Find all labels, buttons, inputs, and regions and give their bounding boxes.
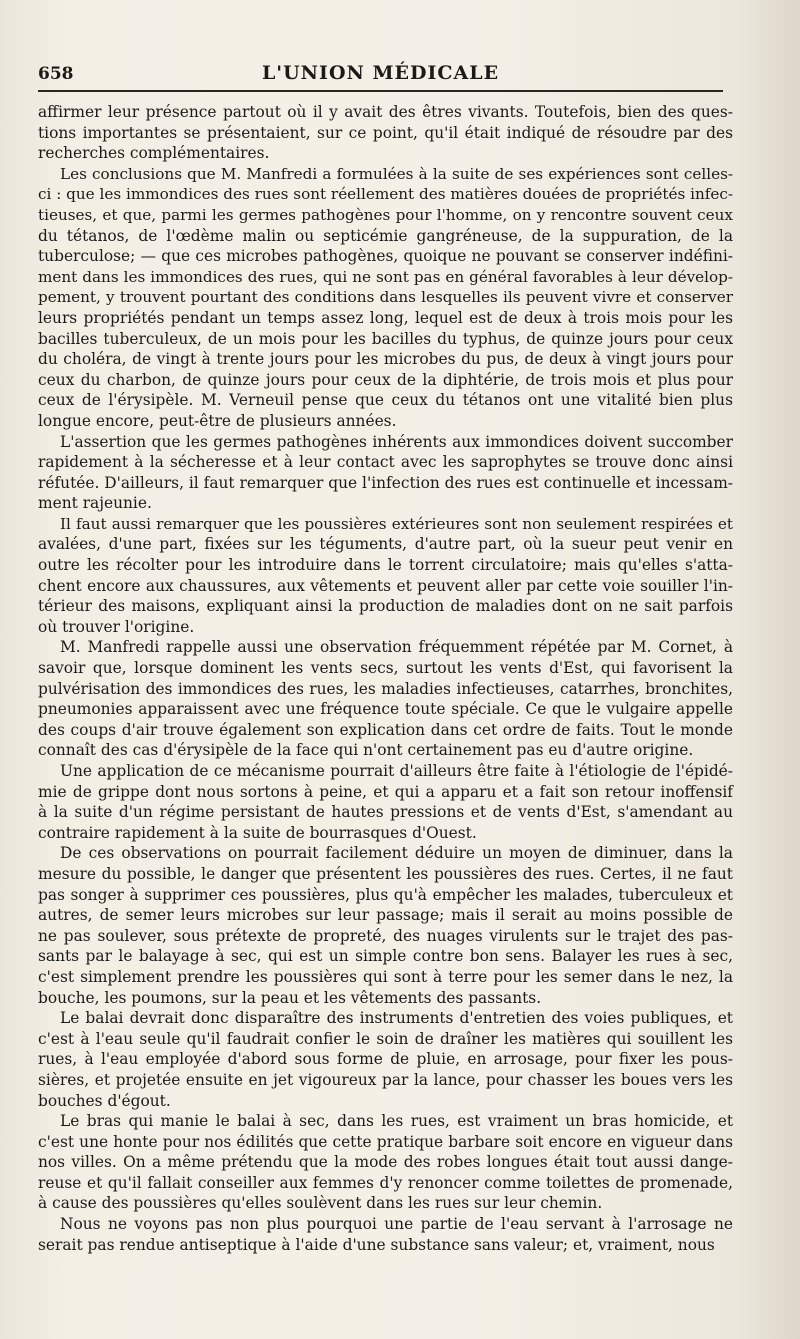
text-line: sants par le balayage à sec, qui est un simple contre bon sens. Balayer les rues à sec, <box>38 947 733 966</box>
paragraph <box>38 102 733 164</box>
text-line: bouches d'égout. <box>38 1091 171 1110</box>
text-line: rapidement à la sécheresse et à leur contact avec les saprophytes se trouve donc ainsi <box>38 453 733 472</box>
page-number: 658 <box>38 64 74 84</box>
text-line: c'est une honte pour nos édilités que cette pratique barbare soit encore en vigueur dans <box>38 1132 733 1151</box>
text-line: longue encore, peut-être de plusieurs années. <box>38 411 397 430</box>
text-line: nos villes. On a même prétendu que la mode des robes longues était tout aussi dange- <box>38 1153 733 1172</box>
text-line: pas songer à supprimer ces poussières, plus qu'à empêcher les malades, tuberculeux et <box>38 885 733 904</box>
text-line: Le balai devrait donc disparaître des instruments d'entretien des voies publiques, et <box>60 1009 733 1028</box>
body-text <box>38 102 733 1255</box>
text-line: outre les récolter pour les introduire dans le torrent circulatoire; mais qu'elles s'atta- <box>38 556 733 575</box>
text-line: où trouver l'origine. <box>38 617 195 636</box>
text-line: térieur des maisons, expliquant ainsi la production de maladies dont on ne sait parfois <box>38 597 733 616</box>
text-line: du choléra, de vingt à trente jours pour les microbes du pus, de deux à vingt jours pour <box>38 350 733 369</box>
text-line: mesure du possible, le danger que présentent les poussières des rues. Certes, il ne faut <box>38 864 733 883</box>
text-line: tions importantes se présentaient, sur ce point, qu'il était indiqué de résoudre par des <box>38 123 733 142</box>
text-line: savoir que, lorsque dominent les vents secs, surtout les vents d'Est, qui favorisent la <box>38 659 733 678</box>
text-line: tieuses, et que, parmi les germes pathogènes pour l'homme, on y rencontre souvent ceux <box>38 205 733 224</box>
paragraph <box>38 843 733 1008</box>
paragraph <box>38 761 733 843</box>
text-line: chent encore aux chaussures, aux vêtements et peuvent aller par cette voie souiller l'in- <box>38 576 733 595</box>
text-line: reuse et qu'il fallait conseiller aux femmes d'y renoncer comme toilettes de promenade, <box>38 1173 733 1192</box>
text-line: ci : que les immondices des rues sont réellement des matières douées de propriétés infec- <box>38 185 733 204</box>
text-line: pulvérisation des immondices des rues, les maladies infectieuses, catarrhes, bronchites, <box>38 679 733 698</box>
text-line: pement, y trouvent pourtant des conditions dans lesquelles ils peuvent vivre et conserver <box>38 288 733 307</box>
text-line: c'est simplement prendre les poussières qui sont à terre pour les semer dans le nez, la <box>38 967 733 986</box>
text-line: Les conclusions que M. Manfredi a formulées à la suite de ses expériences sont celles- <box>60 164 733 183</box>
paragraph <box>38 1214 733 1255</box>
text-line: des coups d'air trouve également son explication dans cet ordre de faits. Tout le monde <box>38 720 733 739</box>
paragraph <box>38 514 733 638</box>
text-line: ceux de l'érysipèle. M. Verneuil pense que ceux du tétanos ont une vitalité bien plus <box>38 391 733 410</box>
text-line: Nous ne voyons pas non plus pourquoi une partie de l'eau servant à l'arrosage ne <box>60 1215 733 1234</box>
text-line: à cause des poussières qu'elles soulèvent dans les rues sur leur chemin. <box>38 1194 603 1213</box>
text-line: à la suite d'un régime persistant de hautes pressions et de vents d'Est, s'amendant au <box>38 803 733 822</box>
text-line: pneumonies apparaissent avec une fréquence toute spéciale. Ce que le vulgaire appelle <box>38 700 733 719</box>
text-line: du tétanos, de l'œdème malin ou septicémie gangréneuse, de la suppuration, de la <box>38 226 733 245</box>
paragraph <box>38 164 733 432</box>
text-line: réfutée. D'ailleurs, il faut remarquer que l'infection des rues est continuelle et incessam- <box>38 473 733 492</box>
paragraph <box>38 637 733 761</box>
text-line: Le bras qui manie le balai à sec, dans les rues, est vraiment un bras homicide, et <box>60 1112 733 1131</box>
text-line: tuberculose; — que ces microbes pathogènes, quoique ne pouvant se conserver indéfini- <box>38 247 733 266</box>
paragraph <box>38 432 733 514</box>
text-line: autres, de semer leurs microbes sur leur passage; mais il serait au moins possible de <box>38 906 733 925</box>
text-line: Il faut aussi remarquer que les poussières extérieures sont non seulement respirées et <box>60 514 733 533</box>
header-rule <box>38 90 723 92</box>
text-line: sières, et projetée ensuite en jet vigoureux par la lance, pour chasser les boues vers les <box>38 1070 733 1089</box>
text-line: c'est à l'eau seule qu'il faudrait confier le soin de draîner les matières qui souillent les <box>38 1029 733 1048</box>
running-title: L'UNION MÉDICALE <box>261 62 500 84</box>
text-line: M. Manfredi rappelle aussi une observation fréquemment répétée par M. Cornet, à <box>60 638 733 657</box>
text-line: ment rajeunie. <box>38 494 152 513</box>
page-header <box>38 62 723 88</box>
paragraph <box>38 1111 733 1214</box>
text-line: affirmer leur présence partout où il y avait des êtres vivants. Toutefois, bien des ques- <box>38 103 733 121</box>
text-line: bouche, les poumons, sur la peau et les vêtements des passants. <box>38 988 542 1007</box>
text-line: ne pas soulever, sous prétexte de propreté, des nuages virulents sur le trajet des pas- <box>38 926 733 945</box>
text-line: Une application de ce mécanisme pourrait d'ailleurs être faite à l'étiologie de l'épidé- <box>60 762 733 780</box>
text-line: leurs propriétés pendant un temps assez long, lequel est de deux à trois mois pour les <box>38 308 733 327</box>
text-line: contraire rapidement à la suite de bourrasques d'Ouest. <box>38 823 477 842</box>
text-line: bacilles tuberculeux, de un mois pour les bacilles du typhus, de quinze jours pour ceux <box>38 329 733 348</box>
paragraph <box>38 1008 733 1111</box>
text-line: serait pas rendue antiseptique à l'aide d'une substance sans valeur; et, vraiment, nous <box>38 1235 715 1254</box>
text-line: mie de grippe dont nous sortons à peine, et qui a apparu et a fait son retour inoffensif <box>38 782 733 801</box>
text-line: ment dans les immondices des rues, qui ne sont pas en général favorables à leur dévelop- <box>38 267 733 286</box>
text-line: avalées, d'une part, fixées sur les téguments, d'autre part, où la sueur peut venir en <box>38 535 733 554</box>
text-line: connaît des cas d'érysipèle de la face qui n'ont certainement pas eu d'autre origine. <box>38 741 694 760</box>
text-line: rues, à l'eau employée d'abord sous forme de pluie, en arrosage, pour fixer les pous- <box>38 1050 733 1069</box>
text-line: De ces observations on pourrait facilement déduire un moyen de diminuer, dans la <box>60 844 733 863</box>
text-line: recherches complémentaires. <box>38 144 270 163</box>
text-line: L'assertion que les germes pathogènes inhérents aux immondices doivent succomber <box>60 432 733 451</box>
text-line: ceux du charbon, de quinze jours pour ceux de la diphtérie, de trois mois et plus pour <box>38 370 733 389</box>
